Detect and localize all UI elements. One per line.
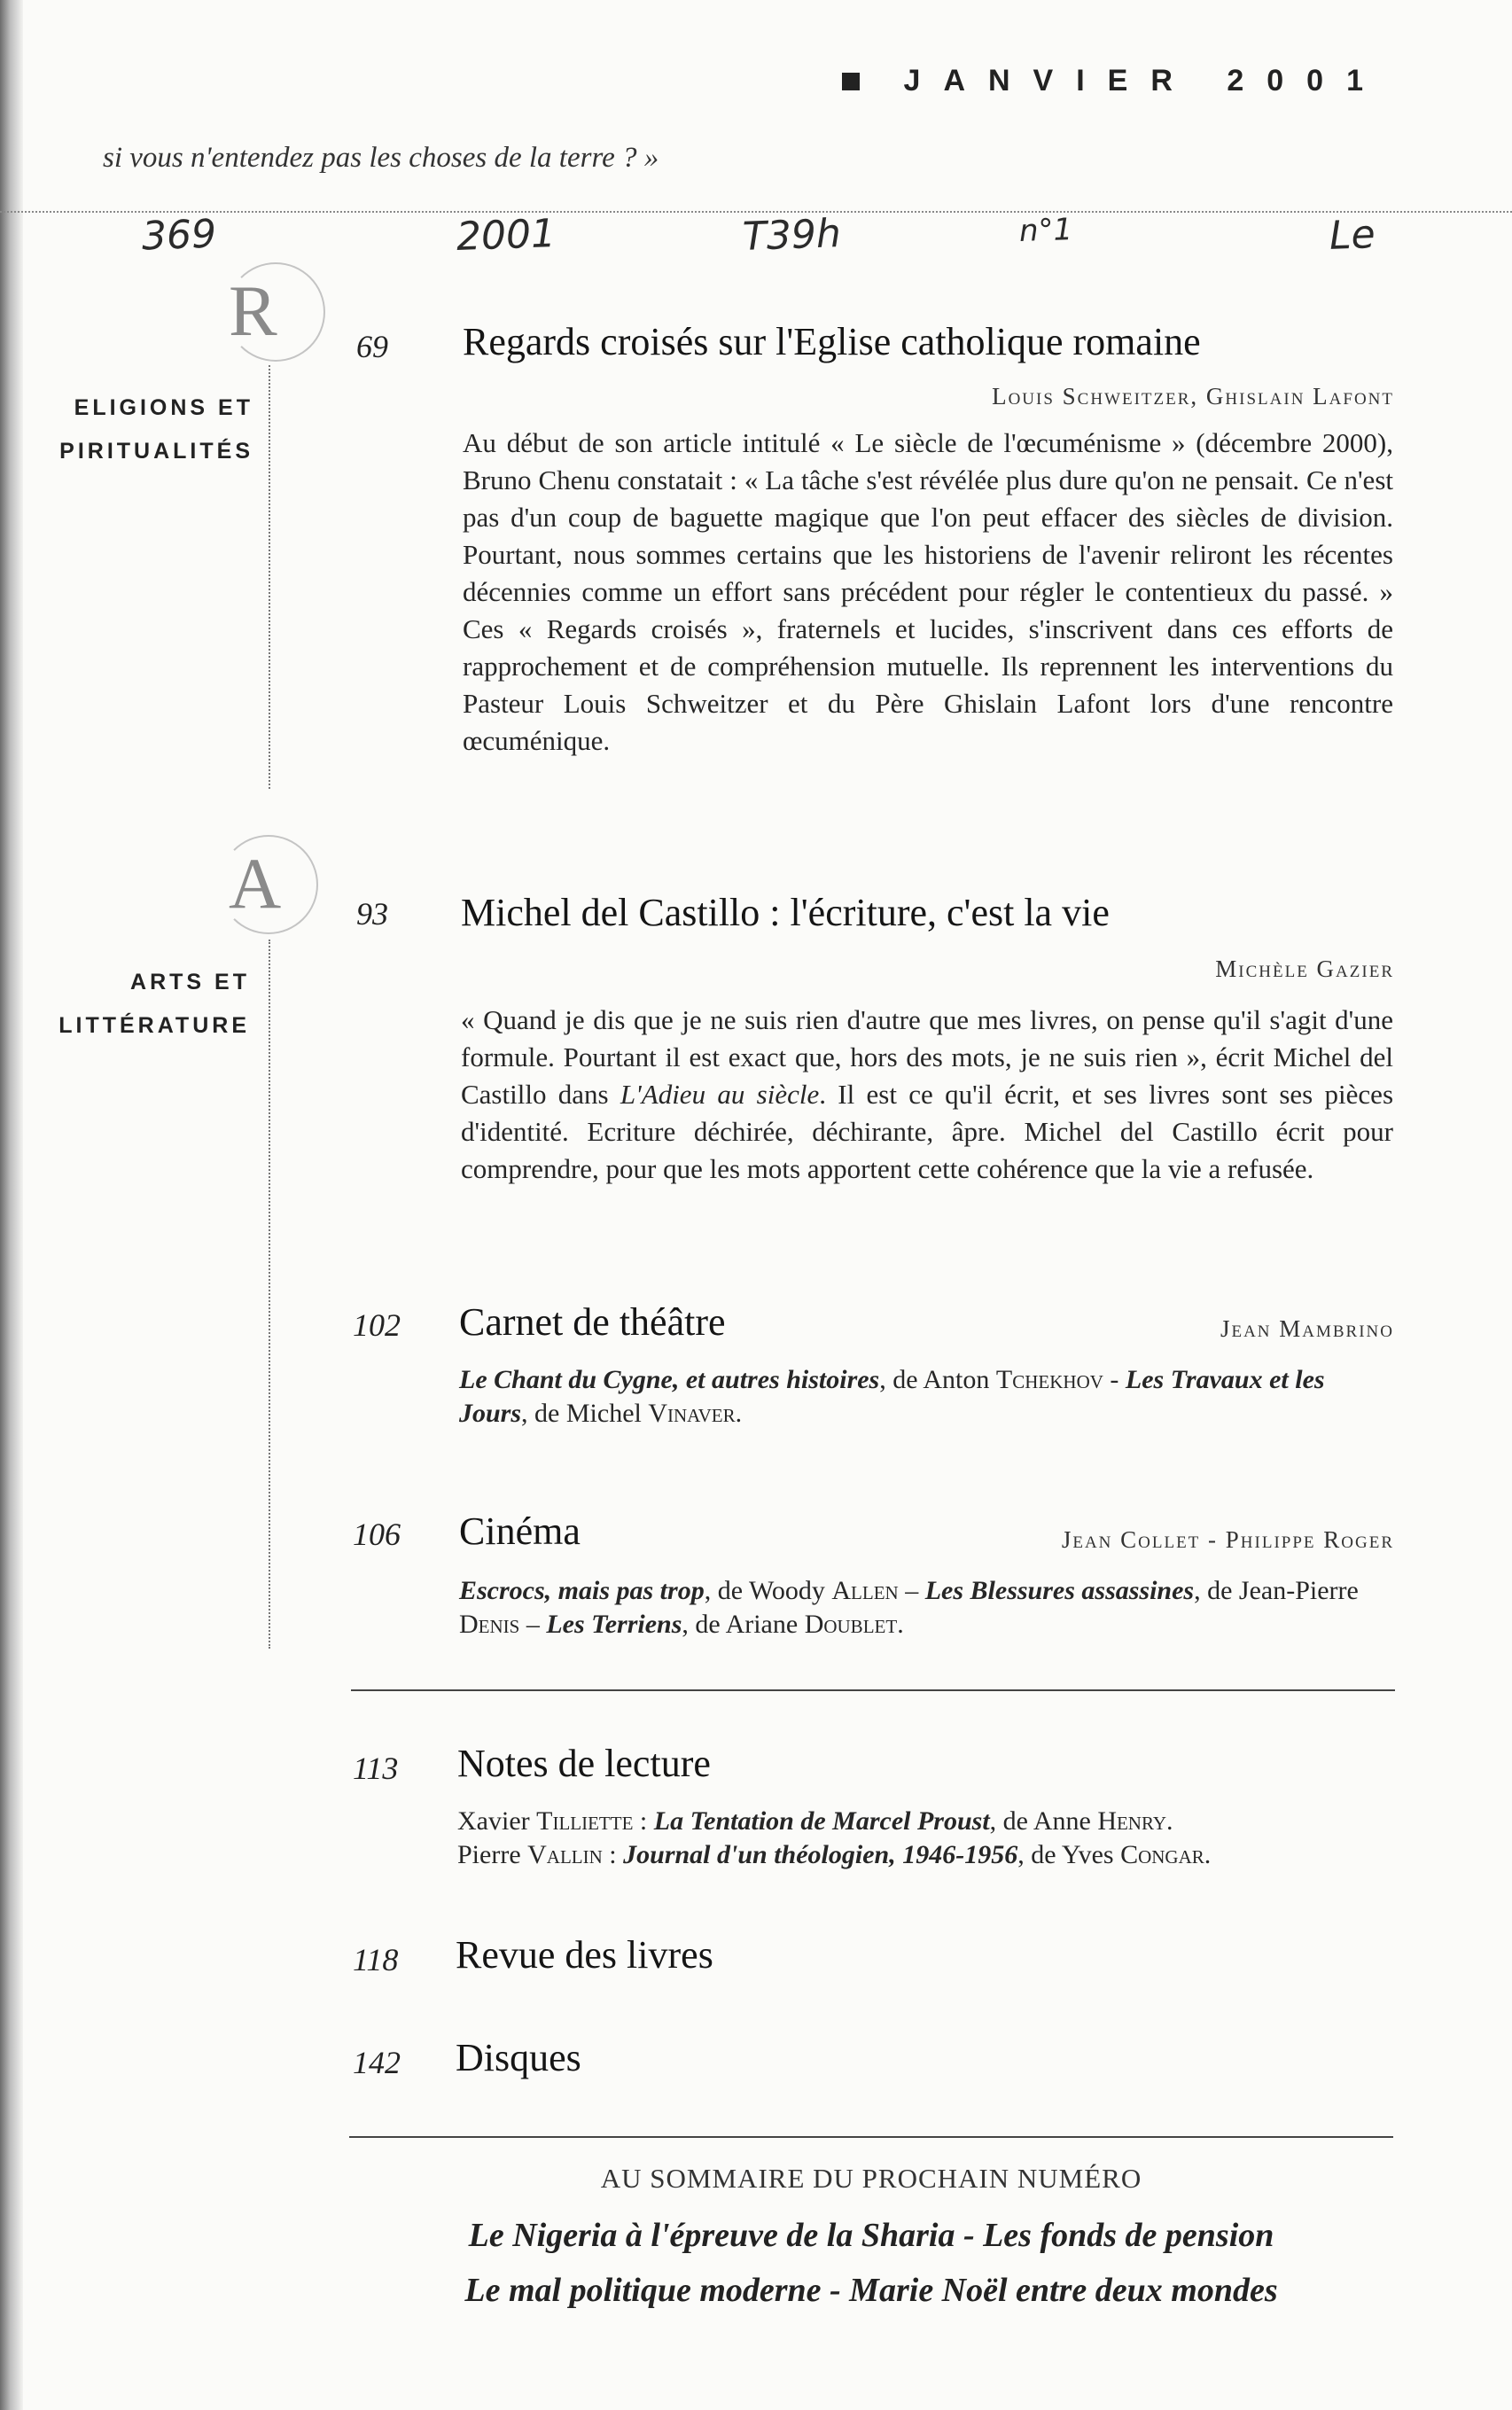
- section-letter-a: A: [229, 843, 282, 924]
- article-summary: Au début de son article intitulé « Le siècle de l'œcuménisme » (décembre 2000), Bruno Chenu constatait : « La tâche s'est révélée plus dure qu'on ne pensait. Ce n'est pas d'un coup de baguette magique que l'on peut effacer des siècles de division. Pourtant, nous sommes certains que les historiens de l'avenir reliront les récentes décennies comme un effort sans précédent pour régler le contentieux du passé. » Ces « Regards croisés », fraternels et lucides, s'inscrivent dans ces efforts de rapprochement et de compréhension mutuelle. Ils reprennent les interventions du Pasteur Louis Schweitzer et du Père Ghislain Lafont lors d'une rencontre œcuménique.: [463, 427, 1393, 756]
- subject-text: .: [735, 1399, 743, 1428]
- article-title: Disques: [456, 2036, 581, 2079]
- article-summary: [461, 1002, 1393, 1188]
- next-issue-heading: AU SOMMAIRE DU PROCHAIN NUMÉRO: [600, 2163, 1142, 2194]
- subject-text: , de Ariane: [682, 1610, 805, 1639]
- square-bullet-icon: [842, 73, 860, 90]
- author-name: Denis: [459, 1610, 520, 1639]
- author-name: Congar: [1120, 1840, 1204, 1869]
- article-title: Notes de lecture: [457, 1742, 711, 1785]
- section-letter-r: R: [229, 270, 277, 351]
- summary-text: . Il est ce qu'il écrit, et ses livres sont ses pièces d'identité. Ecriture déchirée, déchirante, âpre. Michel del Castillo écrit pour comprendre, pour que les mots apportent cette cohérence que la vie a refusée.: [461, 1079, 1394, 1184]
- work-title: La Tentation de Marcel Proust: [653, 1806, 990, 1836]
- issue-date: JANVIER 2001: [903, 64, 1386, 97]
- horizontal-rule: [351, 1689, 1395, 1691]
- subject-text: –: [519, 1610, 547, 1639]
- section-label-line: PIRITUALITÉS: [59, 439, 253, 464]
- article-author: Jean Collet - Philippe Roger: [1061, 1526, 1394, 1553]
- note-text: Xavier: [457, 1806, 537, 1836]
- author-name: Henry: [1097, 1806, 1166, 1836]
- author-name: Tchekhov: [995, 1365, 1103, 1394]
- author-name: Vallin: [527, 1840, 603, 1869]
- horizontal-rule: [349, 2136, 1393, 2138]
- article-subjects: [459, 1363, 1393, 1431]
- handwritten-note: 369: [141, 211, 217, 260]
- subject-text: , de Woody: [704, 1576, 832, 1605]
- note-text: Pierre: [457, 1840, 528, 1869]
- page-number: 102: [353, 1307, 401, 1343]
- work-title: Les Travaux et les Jours: [459, 1365, 1325, 1428]
- subject-text: , de Anton: [879, 1365, 996, 1394]
- page-number: 118: [353, 1942, 399, 1977]
- section-label-arts: [58, 970, 250, 1039]
- page-number: 93: [356, 896, 388, 932]
- note-text: , de Anne: [989, 1806, 1098, 1836]
- next-issue-line: Le mal politique moderne - Marie Noël entre deux mondes: [464, 2272, 1278, 2309]
- subject-text: .: [897, 1610, 904, 1639]
- article-author: Louis Schweitzer, Ghislain Lafont: [992, 383, 1394, 409]
- subject-text: , de Jean-Pierre: [1194, 1576, 1359, 1605]
- handwritten-note: T39h: [742, 211, 842, 260]
- author-name: Allen: [831, 1576, 899, 1605]
- article-author: Michèle Gazier: [1215, 955, 1394, 982]
- article-title: Revue des livres: [456, 1933, 713, 1977]
- handwritten-note: n°1: [1018, 211, 1073, 250]
- page-number: 142: [353, 2045, 401, 2080]
- section-label-religions: [59, 395, 253, 464]
- page-number: 106: [353, 1517, 401, 1552]
- work-title: Journal d'un théologien, 1946-1956: [623, 1840, 1018, 1869]
- note-line: [457, 1805, 1397, 1838]
- book-title: L'Adieu au siècle: [620, 1079, 820, 1110]
- article-subjects: [459, 1574, 1393, 1642]
- handwritten-note: Le: [1329, 212, 1376, 259]
- page-shadow: [0, 0, 23, 2410]
- section-label-line: LITTÉRATURE: [58, 1013, 250, 1038]
- note-text: , de Yves: [1017, 1840, 1121, 1869]
- author-name: Vinaver: [648, 1399, 736, 1428]
- vertical-dotted-rule: [269, 365, 270, 789]
- section-label-line: ELIGIONS ET: [74, 395, 253, 420]
- subject-text: , de Michel: [521, 1399, 649, 1428]
- handwritten-note: 2001: [456, 211, 557, 260]
- article-title: Regards croisés sur l'Eglise catholique romaine: [463, 320, 1201, 363]
- article-title: Michel del Castillo : l'écriture, c'est la vie: [461, 891, 1110, 934]
- note-text: :: [602, 1840, 624, 1869]
- article-title: Cinéma: [459, 1509, 581, 1553]
- section-label-line: ARTS ET: [130, 970, 250, 994]
- subject-text: -: [1103, 1365, 1126, 1394]
- work-title: Escrocs, mais pas trop: [459, 1576, 705, 1605]
- note-text: :: [633, 1806, 654, 1836]
- notes-list: [457, 1805, 1397, 1872]
- work-title: Le Chant du Cygne, et autres histoires: [459, 1365, 880, 1394]
- next-issue-line: Le Nigeria à l'épreuve de la Sharia - Les fonds de pension: [468, 2217, 1274, 2254]
- top-quote: si vous n'entendez pas les choses de la terre ? »: [103, 142, 659, 174]
- summary-text: « Quand je dis que je ne suis rien d'autre que mes livres, on pense qu'il s'agit d'une formule. Pourtant il est exact que, hors des mots, je ne suis rien », écrit Michel del Castillo dans: [461, 1004, 1393, 1110]
- work-title: Les Blessures assassines: [924, 1576, 1195, 1605]
- author-name: Doublet: [804, 1610, 898, 1639]
- work-title: Les Terriens: [546, 1610, 682, 1639]
- page-number: 113: [353, 1751, 399, 1786]
- author-name: Tilliette: [536, 1806, 634, 1836]
- article-title: Carnet de théâtre: [459, 1300, 726, 1344]
- note-text: .: [1165, 1806, 1173, 1836]
- dotted-divider: [0, 211, 1512, 213]
- note-text: .: [1204, 1840, 1212, 1869]
- issue-date-header: [842, 64, 1386, 98]
- article-author: Jean Mambrino: [1220, 1315, 1394, 1342]
- page-number: 69: [356, 329, 388, 364]
- vertical-dotted-rule: [269, 940, 270, 1649]
- note-line: [457, 1838, 1397, 1872]
- subject-text: –: [898, 1576, 925, 1605]
